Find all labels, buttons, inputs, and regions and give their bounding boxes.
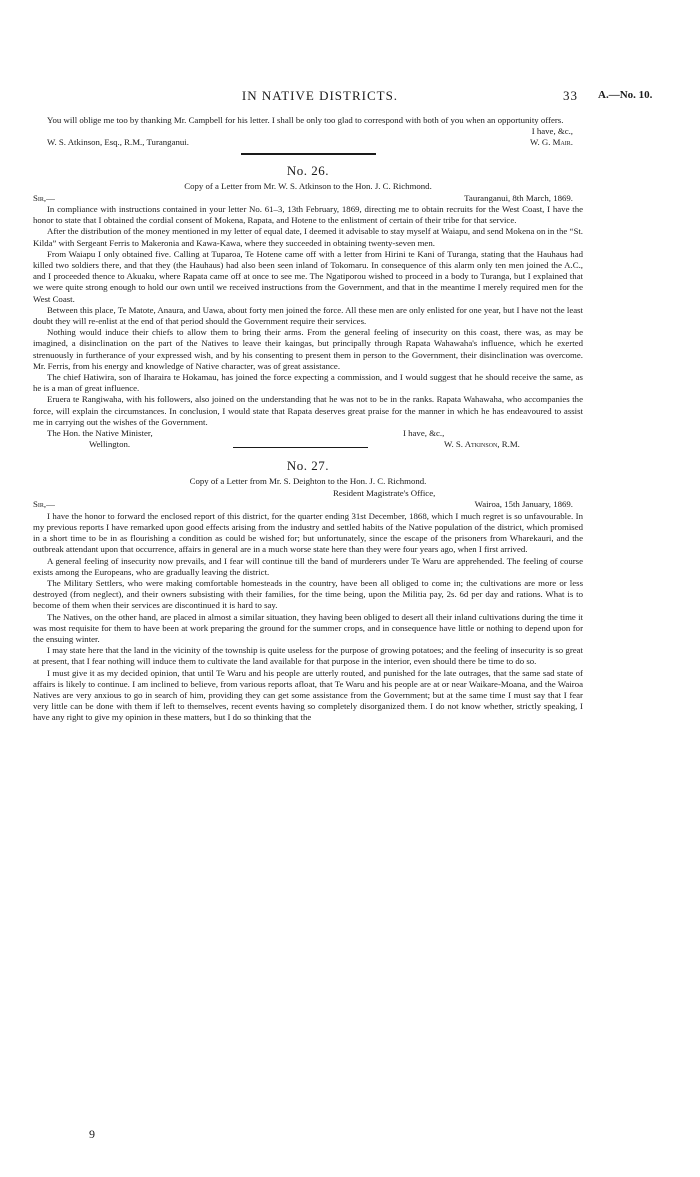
letter-27-place-date: Wairoa, 15th January, 1869. (474, 499, 573, 510)
addressee: W. S. Atkinson, Esq., R.M., Turanganui. (47, 137, 189, 148)
letter-27-paragraph: The Natives, on the other hand, are placed in almost a similar situation, they having been obliged to desert all their inland cultivations during the time it was most requisite for them to have been at work preparing the ground for the summer crops, and in consequence have little or nothing to depend upon for the ensuing winter. (33, 611, 583, 644)
running-header (0, 88, 700, 104)
letter-26-paragraph: From Waiapu I only obtained five. Calling at Tuparoa, Te Hotene came off with a letter from Hirini te Kani of Turanga, stating that the Hauhaus had killed two soldiers there, and that they (the Hauhaus) had also been seen inland of Tokomaru. In consequence of this alarm only ten men joined the A.C., and I proceeded thence to Akuaku, where Rapata came off at once to see me. The Ngatiporou wished to proceed in a body to Turanga, but I explained that we were quite strong enough to hold our own until we received instructions from the Government, and that in the meantime I merely required men for the West Coast. (33, 248, 583, 304)
letter-26-addressee: The Hon. the Native Minister, (47, 428, 153, 439)
letter-26-signature: W. S. Atkinson, R.M. (444, 439, 520, 450)
letter-26-number: No. 26. (286, 162, 330, 178)
page-body (33, 115, 583, 724)
letter-26-paragraph: The chief Hatiwira, son of Iharaira te Hokamau, has joined the force expecting a commission, and I would suggest that he should receive the same, as he is a man of great influence. (33, 372, 583, 394)
page-number: 33 (563, 88, 578, 103)
letter-27-paragraph: I have the honor to forward the enclosed report of this district, for the quarter ending 31st December, 1868, which I much regret is so unfavourable. In my previous reports I have remarked upon good effects arising from the industry and settled habits of the Native population of the district, which promised in a short time to be in as flourishing a condition as could be wished for; but unfortunately, since the escape of the prisoners from Wharekauri, and the outbreak attendant upon that occurrence, affairs in general are in a much worse state here than they were four years ago, when I first arrived. (33, 510, 583, 555)
letter-26-paragraph: After the distribution of the money mentioned in my letter of equal date, I deemed it advisable to stay myself at Waiapu, and send Mokena on in the “St. Kilda” with Sergeant Ferris to Makeronia and Kawa-Kawa, where they succeeded in obtaining twenty-seven men. (33, 226, 583, 248)
letter-27-salutation-row (33, 499, 583, 510)
signature: W. G. Mair. (530, 137, 573, 148)
letter-27-paragraph: The Military Settlers, who were making comfortable homesteads in the country, have been all obliged to come in; the cultivations are more or less destroyed (from neglect), and their owners subsisting with their families, for the time being, upon the Militia pay, 2s. 6d per day and rations. What is to become of them when their services are discontinued it is hard to say. (33, 577, 583, 611)
letter-27-caption: Copy of a Letter from Mr. S. Deighton to the Hon. J. C. Richmond. (189, 476, 427, 487)
letter-26-salutation-row (33, 193, 583, 204)
letter-26-place-date: Tauranganui, 8th March, 1869. (464, 192, 573, 203)
letter-27-paragraph: I must give it as my decided opinion, that until Te Waru and his people are utterly routed, and punished for the late outrages, that the same sad state of affairs is likely to continue. I am inclined to believe, from various reports afloat, that Te Waru and his people are at or near Waikare-Moana, and the Wairoa Natives are very anxious to go in search of him, providing they can get some assistance from the Government; but at the same time I must say that I fear very little can be done with them if left to themselves, recent events having so completely disorganized them. I do not know whether, strictly speaking, I have any right to give my opinion in these matters, but I do so thinking that the (33, 667, 583, 723)
letter-26-paragraph: Nothing would induce their chiefs to allow them to bring their arms. From the general feeling of insecurity on this coast, there was, as may be imagined, a disinclination on the part of the Natives to leave their kaingas, but principally through Rapata Wahawaha's influence, which he exerted strenuously in furtherance of your expressed wish, and by his consenting to present them in person to the Government, their disinclination was overcome. Mr. Ferris, from his energy and knowledge of Native character, was of great assistance. (33, 327, 583, 371)
section-divider (233, 447, 368, 448)
section-divider (241, 153, 376, 155)
letter-26-salutation: Sir,— (33, 192, 55, 203)
letter-27-paragraph: I may state here that the land in the vicinity of the township is quite useless for the purpose of growing potatoes; and the feeling of insecurity is so great at present, that I fear nothing will induce them to cultivate the land available for that purpose in the interior, even should there be time to do so. (33, 645, 583, 667)
opening-paragraph: You will oblige me too by thanking Mr. Campbell for his letter. I shall be only too glad to correspond with both of you when an opportunity offers. (47, 115, 564, 125)
letter-26-paragraph: In compliance with instructions contained in your letter No. 61–3, 13th February, 1869, directing me to obtain recruits for the West Coast, I have the honor to state that I obtained the cordial consent of Mokena, Rapata, and Hotene to the enlistment of certain of their tribe for that service. (33, 204, 583, 226)
letter-26-signature-block (33, 428, 583, 452)
header-title: IN NATIVE DISTRICTS. (241, 88, 399, 103)
letter-27-paragraph: A general feeling of insecurity now prevails, and I fear will continue till the band of murderers under Te Waru are apprehended. The feeling of course exists among the Europeans, who are gradually leaving the district. (33, 555, 583, 577)
letter-26-paragraph: Eruera te Rangiwaha, with his followers, also joined on the understanding that he was not to be in the ranks. Rapata Wahawaha, who accompanies the force, will explain the circumstances. In conclusion, I would state that Rapata deserves great praise for the manner in which he has endeavoured to assist me in carrying out the wishes of the Government. (33, 394, 583, 427)
letter-27-number: No. 27. (286, 458, 330, 474)
letter-26-paragraph: Between this place, Te Matote, Anaura, and Uawa, about forty men joined the force. All these men are only enlisted for one year, but I have not the least doubt they will re-enlist at the end of that period should the Government require their services. (33, 304, 583, 327)
letter-26-addressee-place: Wellington. (89, 439, 131, 450)
closing: I have, &c., (531, 126, 573, 137)
addressee-signature-row (33, 137, 583, 148)
letter-26-closing: I have, &c., (403, 428, 445, 439)
letter-26-caption: Copy of a Letter from Mr. W. S. Atkinson to the Hon. J. C. Richmond. (184, 180, 432, 191)
letter-27-office: Resident Magistrate's Office, (333, 488, 436, 499)
folio-mark: 9 (89, 1127, 95, 1141)
letter-27-salutation: Sir,— (33, 499, 55, 510)
document-reference: A.—No. 10. (598, 89, 653, 101)
